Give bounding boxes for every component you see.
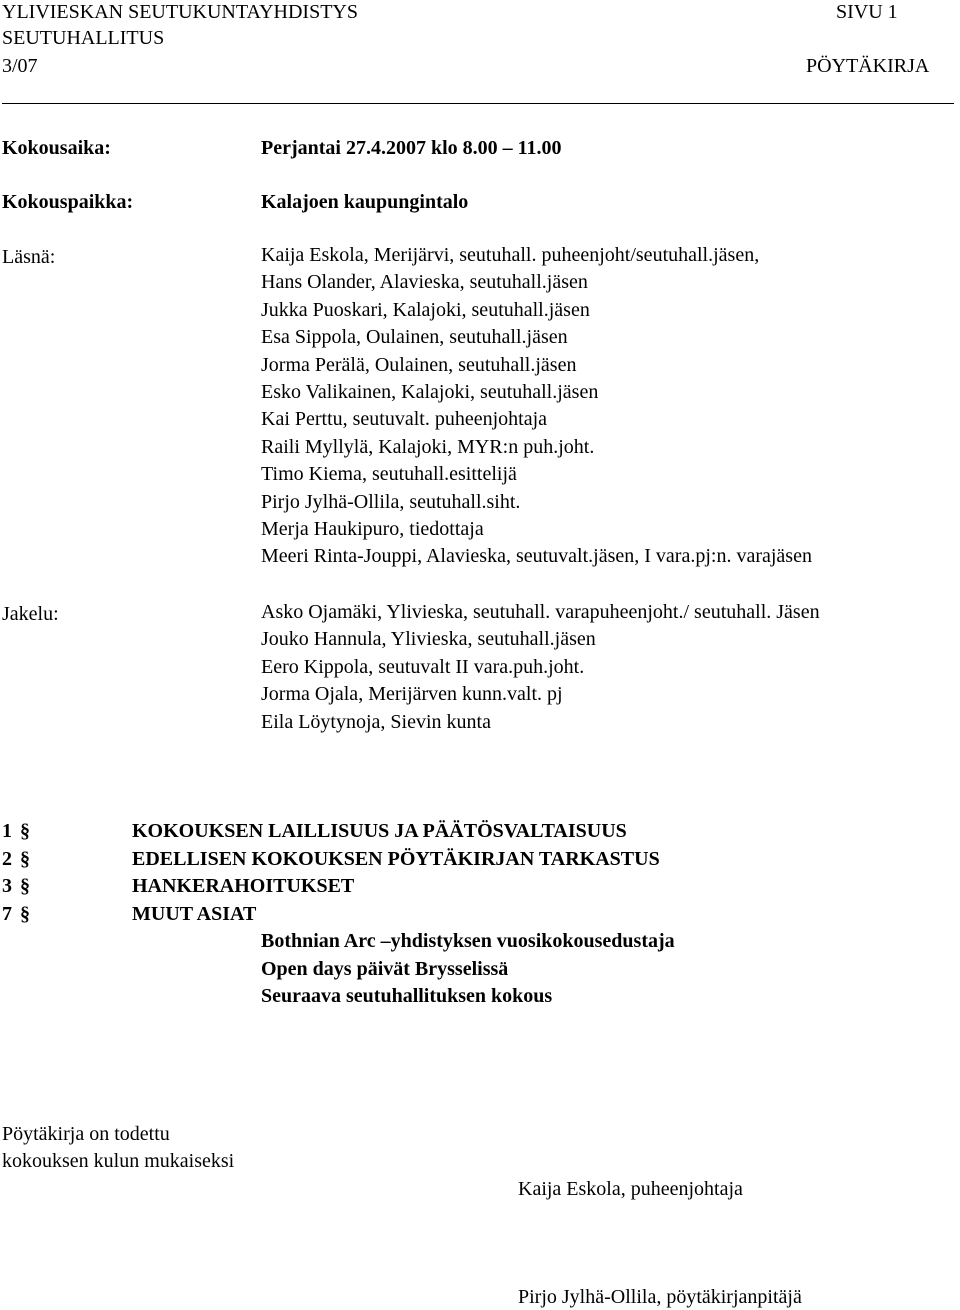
distribution-item: Eila Löytynoja, Sievin kunta: [261, 710, 491, 733]
present-item: Pirjo Jylhä-Ollila, seutuhall.siht.: [261, 490, 521, 513]
governing-body: SEUTUHALLITUS: [2, 27, 165, 49]
present-item: Kai Perttu, seutuvalt. puheenjohtaja: [261, 408, 548, 431]
agenda-item-number: 3: [2, 875, 12, 897]
agenda-item-title: HANKERAHOITUKSET: [132, 875, 355, 897]
agenda-item-number: 1: [2, 820, 12, 842]
distribution-item: Asko Ojamäki, Ylivieska, seutuhall. varapuheenjoht./ seutuhall. Jäsen: [261, 601, 820, 623]
distribution-item: Eero Kippola, seutuvalt II vara.puh.joht.: [261, 655, 585, 678]
certification-line-1: Pöytäkirja on todettu: [2, 1123, 170, 1145]
distribution-label: Jakelu:: [2, 603, 59, 625]
present-item: Meeri Rinta-Jouppi, Alavieska, seutuvalt.jäsen, I vara.pj:n. varajäsen: [261, 545, 812, 568]
section-symbol: §: [20, 875, 30, 897]
present-item: Kaija Eskola, Merijärvi, seutuhall. puheenjoht/seutuhall.jäsen,: [261, 244, 760, 266]
page-number: SIVU 1: [836, 1, 898, 23]
agenda-item-title: EDELLISEN KOKOUKSEN PÖYTÄKIRJAN TARKASTUS: [132, 847, 660, 870]
meeting-time-value: Perjantai 27.4.2007 klo 8.00 – 11.00: [261, 137, 562, 159]
agenda-subitem: Bothnian Arc –yhdistyksen vuosikokousedustaja: [261, 930, 675, 952]
organization-name: YLIVIESKAN SEUTUKUNTAYHDISTYS: [2, 1, 358, 23]
section-symbol: §: [20, 847, 30, 870]
meeting-time-label: Kokousaika:: [2, 137, 111, 159]
present-label: Läsnä:: [2, 246, 56, 268]
secretary-signature-name: Pirjo Jylhä-Ollila, pöytäkirjanpitäjä: [518, 1286, 802, 1308]
header-divider: [2, 103, 954, 104]
section-symbol: §: [20, 902, 30, 925]
meeting-number: 3/07: [2, 55, 38, 77]
present-item: Esa Sippola, Oulainen, seutuhall.jäsen: [261, 326, 568, 349]
document-type: PÖYTÄKIRJA: [806, 55, 930, 77]
present-item: Hans Olander, Alavieska, seutuhall.jäsen: [261, 271, 588, 294]
present-item: Merja Haukipuro, tiedottaja: [261, 517, 484, 540]
distribution-list: [261, 599, 820, 736]
agenda-subitems: [261, 928, 675, 1011]
section-symbol: §: [20, 820, 30, 842]
agenda-subitem: Seuraava seutuhallituksen kokous: [261, 985, 553, 1007]
distribution-item: Jouko Hannula, Ylivieska, seutuhall.jäsen: [261, 628, 596, 651]
present-list: [261, 242, 812, 571]
distribution-item: Jorma Ojala, Merijärven kunn.valt. pj: [261, 683, 563, 706]
chair-signature-name: Kaija Eskola, puheenjohtaja: [518, 1178, 743, 1200]
agenda-item-number: 2: [2, 847, 12, 870]
agenda-subitem: Open days päivät Brysselissä: [261, 957, 509, 980]
present-item: Raili Myllylä, Kalajoki, MYR:n puh.joht.: [261, 435, 595, 458]
meeting-place-value: Kalajoen kaupungintalo: [261, 191, 469, 213]
present-item: Esko Valikainen, Kalajoki, seutuhall.jäsen: [261, 380, 599, 403]
present-item: Jorma Perälä, Oulainen, seutuhall.jäsen: [261, 353, 577, 376]
certification-line-2: kokouksen kulun mukaiseksi: [2, 1150, 235, 1172]
present-item: Jukka Puoskari, Kalajoki, seutuhall.jäsen: [261, 298, 590, 321]
meeting-place-label: Kokouspaikka:: [2, 191, 134, 213]
present-item: Timo Kiema, seutuhall.esittelijä: [261, 463, 517, 486]
agenda-item-title: MUUT ASIAT: [132, 902, 257, 925]
agenda-item-title: KOKOUKSEN LAILLISUUS JA PÄÄTÖSVALTAISUUS: [132, 820, 627, 842]
agenda-item-number: 7: [2, 902, 12, 925]
